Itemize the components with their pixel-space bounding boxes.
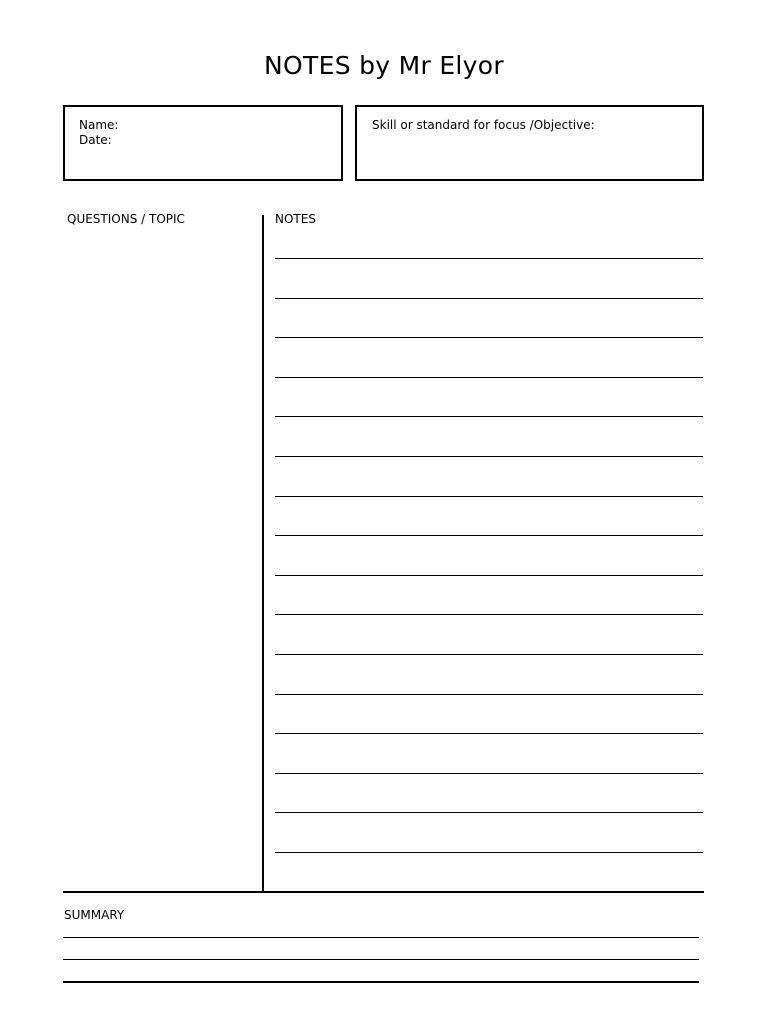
column-divider [262,215,264,893]
summary-divider [63,891,704,893]
objective-box[interactable] [355,105,704,181]
summary-heading: SUMMARY [64,908,125,922]
notes-line[interactable] [275,812,703,813]
notes-heading: NOTES [275,212,316,226]
summary-line[interactable] [63,959,699,960]
notes-line[interactable] [275,416,703,417]
notes-line[interactable] [275,654,703,655]
name-label: Name: [79,118,119,132]
notes-line[interactable] [275,535,703,536]
notes-line[interactable] [275,733,703,734]
notes-line[interactable] [275,337,703,338]
objective-label: Skill or standard for focus /Objective: [372,118,595,132]
questions-topic-heading: QUESTIONS / TOPIC [67,212,185,226]
notes-line[interactable] [275,694,703,695]
notes-line[interactable] [275,852,703,853]
page-title: NOTES by Mr Elyor [264,51,504,80]
date-label: Date: [79,133,112,147]
notes-line[interactable] [275,614,703,615]
summary-line[interactable] [63,937,699,938]
summary-line[interactable] [63,981,699,983]
notes-line[interactable] [275,456,703,457]
notes-line[interactable] [275,258,703,259]
notes-line[interactable] [275,773,703,774]
notes-line[interactable] [275,575,703,576]
notes-line[interactable] [275,298,703,299]
notes-line[interactable] [275,377,703,378]
notes-line[interactable] [275,496,703,497]
